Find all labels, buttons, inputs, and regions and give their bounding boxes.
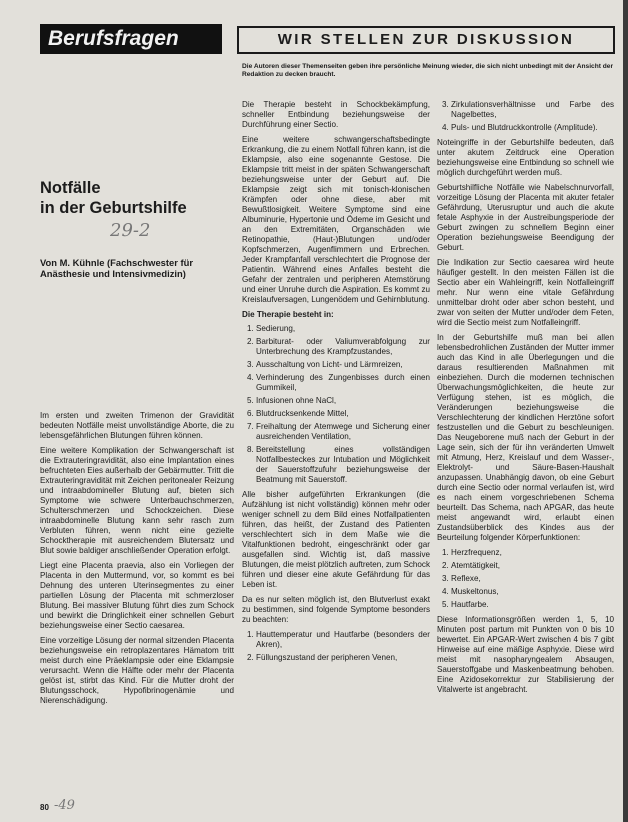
paragraph: Eine weitere schwangerschaftsbedingte Erkrankung, die zu einem Notfall führen kann, ist die Eklampsie, also eine sogenannte Gestose. Die Eklampsie tritt meist in der späten Schwangerschaft beziehungsweise unter der Geburt auf. Die Eklampsie zeigt sich mit tonisch-klonischen Krämpfen oder ohne diese, aber mit Bewußtlosigkeit. Weitere Symptome sind eine Albuminurie, Hypertonie und Ödeme im Gesicht und an den Extremitäten, Organschäden wie Retinopathie, (Haut-)Blutungen und/oder Kopfschmerzen, Augenflimmern und Erbrechen. Jeder Krampfanfall verschlechtert die Prognose der Patientin. Während eines Anfalles besteht die Gefahr der zentralen und peripheren Atemstörung und einer Unruhe durch die Aspiration. Es kommt zu Kreislaufversagen, Lungenödem und Gehirnblutung. [242,135,430,304]
list-item: 5. Hautfarbe. [451,600,614,610]
paragraph: Die Indikation zur Sectio caesarea wird heute häufiger gestellt. In den meisten Fällen ist die Sectio aber ein Wahleingriff, kein Notfalleingriff mehr. Nur wenn eine vitale Gefährdung unmittelbar droht oder aber schon besteht, und zwar von seiten der Mutter und/oder dem Feten, wird die Sectio meist zum Notfalleingriff. [437,258,614,327]
paragraph: In der Geburtshilfe muß man bei allen lebensbedrohlichen Zuständen der Mutter immer auch das Kind in alle Überlegungen und die daraus resultierenden Maßnahmen mit einbeziehen. Durch die modernen technischen Überwachungsmöglichkeiten, die heute zur Verfügung stehen, ist es möglich, die Veränderungen beziehungsweise die Verschlechterung der kindlichen Herztöne sofort festzustellen und die Geburt zu beschleunigen. Das Neugeborene muß nach der Geburt in der Lage sein, sich der für ihn veränderten Umwelt mit Atmung, Herz, Kreislauf und dem Wasser-, Elektrolyt- und Säure-Basen-Haushalt anzupassen. Unabhängig davon, ob eine Geburt durch eine Sectio oder normal verlaufen ist, wird es nach einem vorgeschriebenen Schema beurteilt. Das Schema, nach APGAR, das heute meist angewandt wird, erlaubt einen Zustandsüberblick des Kindes aus der Beurteilung folgender Körperfunktionen: [437,333,614,542]
handwritten-note: 29-2 [110,220,151,241]
paragraph: Diese Informationsgrößen werden 1, 5, 10 Minuten post partum mit Punkten von 0 bis 10 bewertet. Ein APGAR-Wert zwischen 4 bis 7 gibt Hinweise auf eine mäßige Asphyxie. Diese wird meist mit nasopharyngealem Absaugen, Sauerstoffgabe und Maskenbeatmung behoben. Eine Azidosekorrektur zur Stabilisierung der Vitalwerte ist angebracht. [437,615,614,694]
list-item: 4. Verhinderung des Zungenbisses durch einen Gummikeil, [256,373,430,393]
list-item: 7. Freihaltung der Atemwege und Sicherung einer ausreichenden Ventilation, [256,422,430,442]
title-line-2: in der Geburtshilfe [40,199,187,217]
list-item: 5. Infusionen ohne NaCl, [256,396,430,406]
therapy-list [242,324,430,485]
list-item: 2. Atemtätigkeit, [451,561,614,571]
paragraph: Eine weitere Komplikation der Schwangerschaft ist die Extrauteringravidität, also eine Implantation eines befruchteten Eies außerhalb der Gebärmutter. Tritt die Extrauteringravidität mit Zeichen peritonealer Reizung und intraabdomineller Blutung auf, bieten sich Symptome wie schwere Unterbauchschmerzen, Schulterschmerzen und Schockzeichen. Diese intraabdominelle Blutung kann sehr rasch zum Verbluten führen, wenn nicht eine gezielte Schocktherapie mit ausreichendem Blutersatz und Blut sowie baldiger anschließender Operation erfolgt. [40,446,234,555]
apgar-list [437,548,614,610]
list-item: 8. Bereitstellung eines vollständigen Notfallbesteckes zur Intubation und Möglichkeit der Sauerstoffzufuhr beziehungsweise der Beatmung mit Sauerstoff. [256,445,430,485]
paragraph: Liegt eine Placenta praevia, also ein Vorliegen der Placenta in den Muttermund, vor, so kommt es bei Dehnung des unteren Uterinsegmentes zu einer partiellen Lösung der Placenta mit schmerzloser Blutung. Bei massiver Blutung führt dies zum Schock und bewirkt die Dringlichkeit einer schnellen Geburt beziehungsweise einer Sectio caesarea. [40,561,234,630]
subheading: Die Therapie besteht in: [242,310,334,319]
author-byline [40,257,235,279]
list-item: 3. Ausschaltung von Licht- und Lärmreizen, [256,360,430,370]
paragraph: Noteingriffe in der Geburtshilfe bedeuten, daß unter akutem Zeitdruck eine Operation beziehungsweise eine Entbindung so schnell wie möglich durchgeführt werden muß. [437,138,614,177]
author-line-1: Von M. Kühnle (Fachschwester für [40,257,193,268]
symptom-list-continued [437,100,614,133]
list-item: 6. Blutdrucksenkende Mittel, [256,409,430,419]
handwritten-page-mark: -49 [54,798,75,813]
paragraph: Da es nur selten möglich ist, den Blutverlust exakt zu bestimmen, sind folgende Symptome besonders zu beachten: [242,595,430,624]
page-number: 80 [40,803,49,812]
section-label: Berufsfragen [40,24,222,54]
page-edge-shadow [623,0,628,822]
author-line-2: Anästhesie und Intensivmedizin) [40,268,186,279]
title-line-1: Notfälle [40,179,101,197]
symptom-list [242,630,430,663]
column-2 [242,100,430,668]
paragraph: Alle bisher aufgeführten Erkrankungen (die Aufzählung ist nicht vollständig) können mehr oder weniger schnell zu dem Bild eines Notfallpatienten führen, das heißt, der Zustand des Patienten verschlechtert sich in dem Maße wie die Vitalfunktionen bedroht, eingeschränkt oder gar ausgefallen sind. Wichtig ist, daß massive Blutungen, die meist plötzlich auftreten, zum Schock führen und dieser eine akute Gefährdung für das Leben ist. [242,490,430,589]
paragraph: Eine vorzeitige Lösung der normal sitzenden Placenta beziehungsweise ein retroplazentares Hämatom tritt meist durch eine Präeklampsie oder eine Eklampsie verursacht. Wenn die Hälfte oder mehr der Placenta gelöst ist, stirbt das Kind. Für die Mutter droht der Blutungsschock, Hypofibrinogenämie und Nierenschädigung. [40,636,234,705]
list-item: 3. Zirkulationsverhältnisse und Farbe des Nagelbettes, [451,100,614,120]
column-1 [40,411,234,711]
list-item: 2. Barbiturat- oder Valiumverabfolgung zur Unterbrechung des Krampfzustandes, [256,337,430,357]
list-item: 3. Reflexe, [451,574,614,584]
list-item: 1. Sedierung, [256,324,430,334]
editorial-disclaimer: Die Autoren dieser Themenseiten geben ihre persönliche Meinung wieder, die sich nicht unbedingt mit der Ansicht der Redaktion zu decken braucht. [242,63,614,78]
paragraph: Im ersten und zweiten Trimenon der Gravidität bedeuten Notfälle meist unvollständige Aborte, die zu lebensgefährlichen Blutungen führen können. [40,411,234,440]
article-title [40,178,230,218]
column-3 [437,100,614,700]
list-item: 2. Füllungszustand der peripheren Venen, [256,653,430,663]
list-item: 1. Herzfrequenz, [451,548,614,558]
series-title: WIR STELLEN ZUR DISKUSSION [237,26,615,54]
paragraph: Die Therapie besteht in Schockbekämpfung, schneller Entbindung beziehungsweise der Durchführung einer Sectio. [242,100,430,129]
paragraph: Geburtshilfliche Notfälle wie Nabelschnurvorfall, vorzeitige Lösung der Placenta mit akuter fetaler Gefährdung, Uterusruptur und auch die akute fetale Asphyxie in der Austreibungsperiode der Geburt zwingen zu schnellem Beginn einer Operation beziehungsweise Beendigung der Geburt. [437,183,614,252]
list-item: 1. Hauttemperatur und Hautfarbe (besonders der Akren), [256,630,430,650]
list-item: 4. Puls- und Blutdruckkontrolle (Amplitude). [451,123,614,133]
list-item: 4. Muskeltonus, [451,587,614,597]
